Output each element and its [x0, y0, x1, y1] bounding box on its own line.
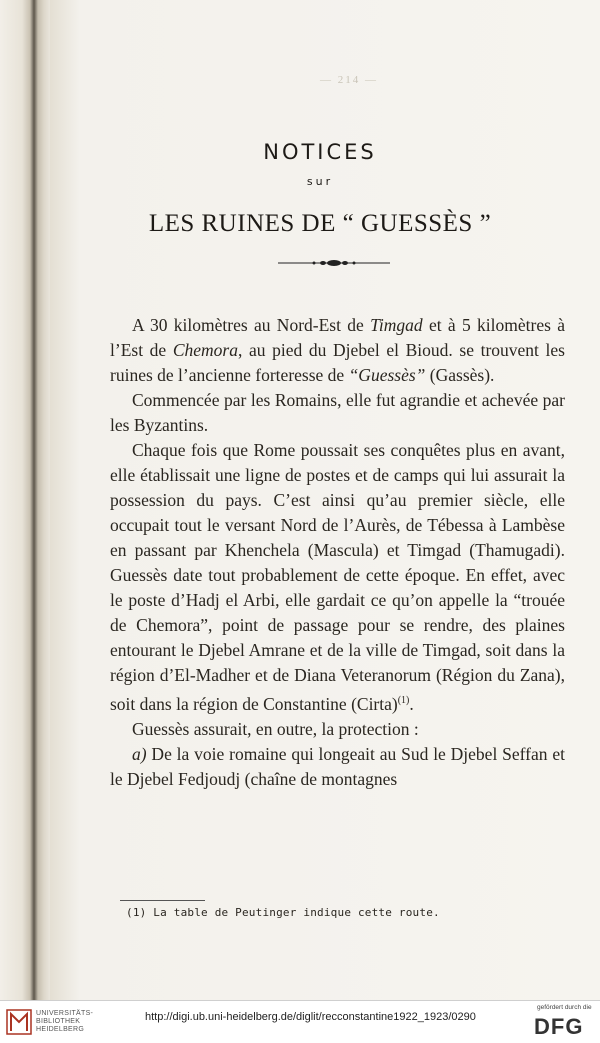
body-text: [110, 313, 565, 792]
footnote-ref: (1): [397, 695, 410, 706]
heading-sur: sur: [306, 175, 334, 188]
footnote-rule: [120, 900, 205, 901]
university-name: UNIVERSITÄTS- BIBLIOTHEK HEIDELBERG: [36, 1010, 94, 1033]
page-title: LES RUINES DE “ GUESSÈS ”: [148, 210, 492, 237]
paragraph-5: a) De la voie romaine qui longeait au Sud le Djebel Seffan et le Djebel Fedjoudj (chaîne de montagnes: [110, 743, 565, 789]
footer-bar: [0, 1000, 600, 1043]
paragraph-1: A 30 kilomètres au Nord-Est de Timgad et à 5 kilomètres à l’Est de Chemora, au pied du Djebel el Bioud. se trouvent les ruines de l’ancienne forteresse de “Guessès” (Gassès).: [110, 315, 565, 385]
dfg-caption: gefördert durch die: [537, 1004, 592, 1011]
university-logo-icon: [6, 1009, 32, 1035]
footnote: (1) La table de Peutinger indique cette route.: [126, 906, 440, 919]
paragraph-2: Commencée par les Romains, elle fut agrandie et achevée par les Byzantins.: [110, 390, 565, 435]
paragraph-4: Guessès assurait, en outre, la protection :: [132, 718, 419, 739]
ornament-divider: [278, 257, 390, 269]
source-url-link[interactable]: http://digi.ub.uni-heidelberg.de/diglit/recconstantine1922_1923/0290: [145, 1011, 476, 1023]
page-number: — 214 —: [320, 74, 378, 86]
book-binding: [0, 0, 50, 1000]
heading-notices: NOTICES: [263, 140, 377, 164]
paragraph-3: Chaque fois que Rome poussait ses conquêtes plus en avant, elle établissait une ligne de postes et de camps qui lui assurait la possession du pays. C’est ainsi qu’au premier siècle, elle occupait tout le versant Nord de l’Aurès, de Tébessa à Lambèse en passant par Khenchela (Mascula) et Timgad (Thamugadi). Guessès date tout probablement de cette époque. En effet, avec le poste d’Hadj el Arbi, elle gardait ce qu’on appelle la “trouée de Chemora”, point de passage pour se rendre, des plaines entourant le Djebel Amrane et de la ville de Timgad, soit dans la région d’El-Madher et de Diana Veteranorum (Région du Zana), soit dans la région de Constantine (Cirta)$^{(1)}$.: [110, 440, 565, 714]
book-page: [50, 0, 600, 1000]
dfg-logo: DFG: [534, 1014, 584, 1039]
